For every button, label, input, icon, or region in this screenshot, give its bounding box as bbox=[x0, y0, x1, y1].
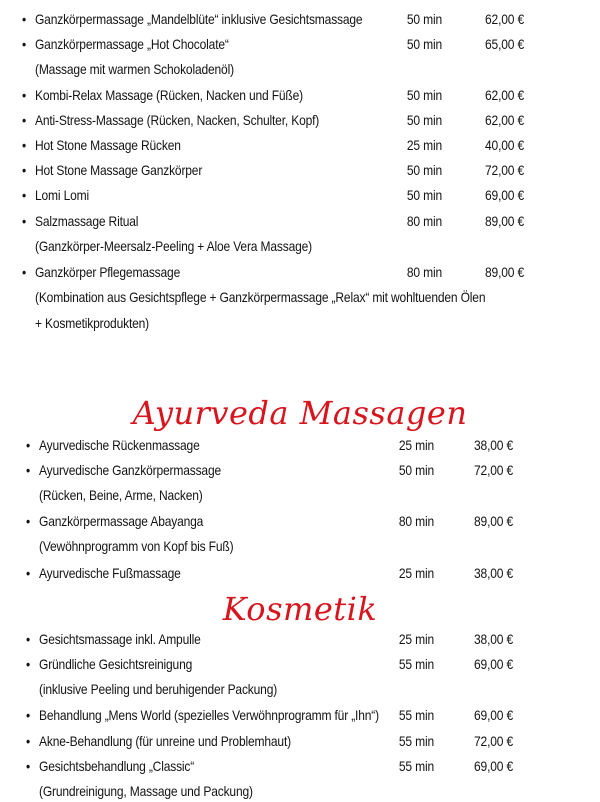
service-item bbox=[0, 628, 516, 650]
bullet-icon: • bbox=[21, 187, 27, 203]
service-description: (Rücken, Beine, Arme, Nacken) bbox=[38, 487, 203, 503]
service-price: 89,00 € bbox=[474, 513, 513, 529]
service-duration: 55 min bbox=[398, 656, 434, 672]
service-price: 65,00 € bbox=[485, 36, 524, 52]
service-item bbox=[0, 210, 524, 232]
service-item bbox=[0, 109, 524, 131]
service-description: (Kombination aus Gesichtspflege + Ganzkörpermassage „Relax“ mit wohltuenden Ölen bbox=[34, 289, 486, 305]
service-duration: 25 min bbox=[406, 137, 442, 153]
service-name: Ganzkörpermassage „Mandelblüte“ inklusive Gesichtsmassage bbox=[34, 11, 363, 27]
bullet-icon: • bbox=[25, 462, 31, 478]
bullet-icon: • bbox=[21, 36, 27, 52]
service-price: 69,00 € bbox=[474, 656, 513, 672]
service-name: Ayurvedische Ganzkörpermassage bbox=[38, 462, 222, 478]
bullet-icon: • bbox=[25, 565, 31, 581]
bullet-icon: • bbox=[21, 213, 27, 229]
service-item bbox=[0, 755, 516, 777]
service-name: Akne-Behandlung (für unreine und Problemhaut) bbox=[38, 733, 291, 749]
service-price: 69,00 € bbox=[485, 187, 524, 203]
bullet-icon: • bbox=[25, 707, 31, 723]
service-description-line bbox=[0, 780, 516, 802]
service-duration: 25 min bbox=[398, 437, 434, 453]
service-description-line bbox=[0, 58, 516, 80]
service-item bbox=[0, 704, 516, 726]
service-name: Ayurvedische Fußmassage bbox=[38, 565, 181, 581]
bullet-icon: • bbox=[21, 137, 27, 153]
service-price: 62,00 € bbox=[485, 11, 524, 27]
service-duration: 50 min bbox=[406, 11, 442, 27]
service-price: 72,00 € bbox=[474, 462, 513, 478]
service-item bbox=[0, 434, 516, 456]
bullet-icon: • bbox=[21, 162, 27, 178]
service-description-line bbox=[0, 484, 516, 506]
service-name: Ganzkörper Pflegemassage bbox=[34, 264, 181, 280]
service-item bbox=[0, 33, 524, 55]
service-duration: 50 min bbox=[406, 36, 442, 52]
service-duration: 55 min bbox=[398, 707, 434, 723]
service-duration: 55 min bbox=[398, 758, 434, 774]
service-duration: 50 min bbox=[406, 87, 442, 103]
service-description-line bbox=[0, 535, 516, 557]
service-description: (Grundreinigung, Massage und Packung) bbox=[38, 783, 253, 799]
service-price: 38,00 € bbox=[474, 565, 513, 581]
service-item bbox=[0, 459, 516, 481]
service-description-line bbox=[0, 235, 516, 257]
service-name: Gründliche Gesichtsreinigung bbox=[38, 656, 193, 672]
service-price: 62,00 € bbox=[485, 112, 524, 128]
service-duration: 25 min bbox=[398, 631, 434, 647]
service-item bbox=[0, 134, 524, 156]
service-duration: 50 min bbox=[406, 112, 442, 128]
bullet-icon: • bbox=[25, 656, 31, 672]
service-description-line bbox=[0, 286, 516, 308]
service-item bbox=[0, 562, 516, 584]
service-name: Behandlung „Mens World (spezielles Verwöhnprogramm für „Ihn“) bbox=[38, 707, 379, 723]
service-price: 69,00 € bbox=[474, 758, 513, 774]
bullet-icon: • bbox=[21, 11, 27, 27]
service-description: (Ganzkörper-Meersalz-Peeling + Aloe Vera Massage) bbox=[34, 238, 312, 254]
service-item bbox=[0, 159, 524, 181]
bullet-icon: • bbox=[25, 513, 31, 529]
bullet-icon: • bbox=[25, 631, 31, 647]
service-name: Hot Stone Massage Ganzkörper bbox=[34, 162, 203, 178]
service-item bbox=[0, 8, 524, 30]
service-description: + Kosmetikprodukten) bbox=[34, 315, 150, 331]
service-name: Salzmassage Ritual bbox=[34, 213, 139, 229]
service-name: Kombi-Relax Massage (Rücken, Nacken und Füße) bbox=[34, 87, 303, 103]
service-description-line bbox=[0, 678, 516, 700]
service-name: Gesichtsmassage inkl. Ampulle bbox=[38, 631, 201, 647]
service-name: Gesichtsbehandlung „Classic“ bbox=[38, 758, 195, 774]
service-item bbox=[0, 184, 524, 206]
service-price: 72,00 € bbox=[485, 162, 524, 178]
service-item bbox=[0, 653, 516, 675]
service-description: (Massage mit warmen Schokoladenöl) bbox=[34, 61, 234, 77]
bullet-icon: • bbox=[21, 87, 27, 103]
service-item bbox=[0, 730, 516, 752]
service-duration: 50 min bbox=[398, 462, 434, 478]
service-duration: 50 min bbox=[406, 162, 442, 178]
service-name: Anti-Stress-Massage (Rücken, Nacken, Schulter, Kopf) bbox=[34, 112, 320, 128]
service-item bbox=[0, 84, 524, 106]
service-price: 38,00 € bbox=[474, 437, 513, 453]
service-price: 69,00 € bbox=[474, 707, 513, 723]
service-price: 62,00 € bbox=[485, 87, 524, 103]
service-name: Ganzkörpermassage Abayanga bbox=[38, 513, 204, 529]
service-duration: 50 min bbox=[406, 187, 442, 203]
service-description: (inklusive Peeling und beruhigender Packung) bbox=[38, 681, 278, 697]
service-duration: 80 min bbox=[406, 264, 442, 280]
service-description-line bbox=[0, 312, 516, 334]
service-duration: 55 min bbox=[398, 733, 434, 749]
service-duration: 25 min bbox=[398, 565, 434, 581]
bullet-icon: • bbox=[21, 264, 27, 280]
bullet-icon: • bbox=[25, 758, 31, 774]
section-heading: Kosmetik bbox=[222, 590, 378, 628]
service-item bbox=[0, 261, 524, 283]
service-price: 40,00 € bbox=[485, 137, 524, 153]
section-heading: Ayurveda Massagen bbox=[132, 394, 468, 432]
service-duration: 80 min bbox=[406, 213, 442, 229]
service-name: Lomi Lomi bbox=[34, 187, 89, 203]
service-description: (Vewöhnprogramm von Kopf bis Fuß) bbox=[38, 538, 234, 554]
bullet-icon: • bbox=[21, 112, 27, 128]
service-duration: 80 min bbox=[398, 513, 434, 529]
service-price: 72,00 € bbox=[474, 733, 513, 749]
service-name: Hot Stone Massage Rücken bbox=[34, 137, 181, 153]
service-name: Ganzkörpermassage „Hot Chocolate“ bbox=[34, 36, 229, 52]
service-price: 38,00 € bbox=[474, 631, 513, 647]
service-price: 89,00 € bbox=[485, 213, 524, 229]
bullet-icon: • bbox=[25, 733, 31, 749]
service-name: Ayurvedische Rückenmassage bbox=[38, 437, 200, 453]
bullet-icon: • bbox=[25, 437, 31, 453]
service-price: 89,00 € bbox=[485, 264, 524, 280]
service-item bbox=[0, 510, 516, 532]
